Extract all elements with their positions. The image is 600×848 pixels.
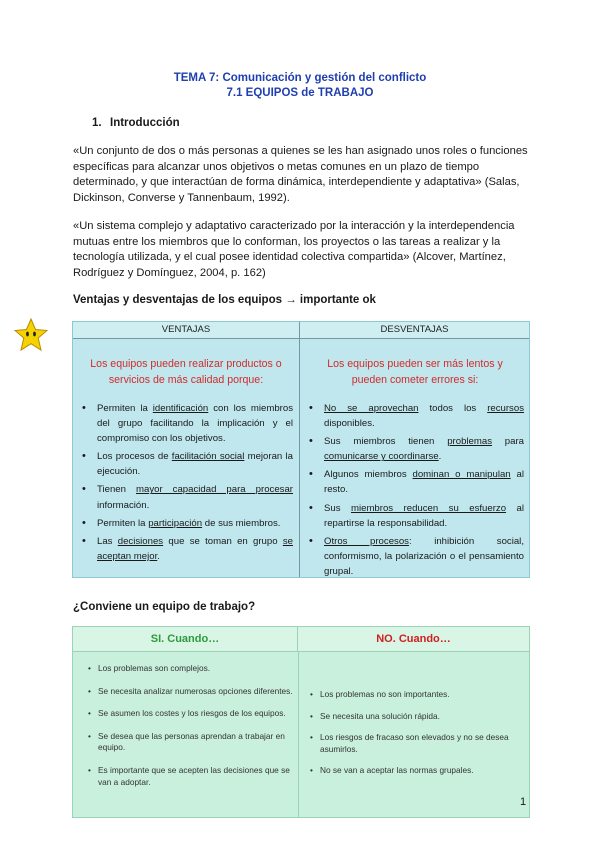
- no-header: NO. Cuando…: [298, 627, 529, 651]
- no-item: [307, 732, 522, 755]
- disadvantage-item: [306, 501, 524, 531]
- section-title: Introducción: [110, 117, 180, 129]
- item-key-term: identificación: [152, 403, 209, 414]
- bullet-icon: •: [82, 450, 86, 463]
- bullet-icon: •: [82, 402, 86, 414]
- bullet-icon: •: [309, 501, 313, 514]
- yes-item: [85, 731, 293, 754]
- bullet-icon: •: [309, 468, 313, 481]
- advantage-item: [79, 534, 293, 564]
- item-text: Se necesita una solución rápida.: [320, 710, 440, 721]
- yes-list: [85, 663, 293, 799]
- advantages-intro: Los equipos pueden realizar productos o servicios de más calidad porque:: [90, 358, 282, 386]
- item-text: Los problemas son complejos.: [98, 663, 211, 673]
- team-decision-table: [72, 626, 530, 818]
- item-key-term: recursos: [487, 403, 524, 414]
- bullet-icon: •: [82, 534, 86, 547]
- item-key-term: miembros reducen su esfuerzo: [350, 502, 507, 514]
- item-key-term: participación: [148, 517, 203, 529]
- disadvantages-intro: Los equipos pueden ser más lentos y pueden cometer errores si:: [327, 358, 503, 386]
- item-text: para: [492, 436, 525, 448]
- yes-item: [85, 708, 293, 720]
- item-text: .: [157, 550, 160, 562]
- yes-item: [85, 686, 293, 698]
- item-key-term: No se aprovechan: [324, 403, 419, 414]
- no-list: [307, 689, 522, 787]
- item-text: Se asumen los costes y los riesgos de los equipos.: [98, 708, 286, 719]
- advantages-list: [79, 401, 293, 564]
- bullet-icon: •: [310, 765, 313, 776]
- advantages-column: [79, 338, 293, 567]
- advantages-table: [72, 321, 530, 578]
- bullet-icon: •: [82, 483, 86, 496]
- item-text: mejoran la ejecución.: [97, 451, 293, 478]
- page-number: 1: [520, 796, 527, 808]
- item-text: al resto.: [324, 469, 524, 496]
- star-icon: [14, 318, 48, 352]
- item-text: Los riesgos de fracaso son elevados y no se desea asumirlos.: [320, 732, 509, 754]
- item-text: Los problemas no son importantes.: [320, 689, 450, 699]
- item-key-term: se aceptan mejor: [97, 535, 293, 562]
- document-title: TEMA 7: Comunicación y gestión del conflicto: [173, 72, 427, 84]
- item-text: disponibles.: [324, 418, 375, 430]
- item-text: : inhibición social, conformismo, la polarización o el pensamiento grupal.: [324, 535, 524, 577]
- item-text: que se toman en grupo: [163, 535, 283, 547]
- item-text: de sus miembros.: [202, 517, 281, 529]
- bullet-icon: •: [82, 516, 86, 529]
- item-text: al repartirse la responsabilidad.: [324, 502, 524, 529]
- item-text: No se van a aceptar las normas grupales.: [320, 765, 474, 776]
- item-key-term: facilitación social: [171, 451, 245, 463]
- item-text: .: [438, 451, 442, 463]
- disadvantages-header: DESVENTAJAS: [300, 322, 529, 339]
- advantage-item: [79, 449, 293, 479]
- bullet-icon: •: [310, 689, 313, 699]
- quote-alcover: «Un sistema complejo y adaptativo caracterizado por la interacción y la interdependencia mutuas entre los miembros que lo conforman, los proyectos o las tareas a realizar y la tecnología utilizada, y el cual posee identidad colectiva compartida» (Alcover, Martínez, Rodríguez y Domínguez, 2004, p. 162): [73, 220, 515, 280]
- item-text: Sus: [324, 502, 351, 514]
- bullet-icon: •: [88, 730, 91, 741]
- item-text: todos los: [418, 403, 488, 414]
- item-key-term: problemas: [447, 436, 492, 448]
- bullet-icon: •: [310, 710, 313, 721]
- advantage-item: [79, 482, 293, 512]
- item-text: Las: [97, 535, 118, 547]
- item-text: Permiten la: [97, 517, 149, 529]
- section-number: 1.: [92, 117, 102, 129]
- advantage-item: [79, 401, 293, 446]
- section-team-question: ¿Conviene un equipo de trabajo?: [73, 601, 256, 613]
- item-key-term: Otros procesos: [324, 535, 409, 547]
- bullet-icon: •: [88, 663, 91, 673]
- no-item: [307, 765, 522, 777]
- item-key-term: decisiones: [117, 535, 164, 547]
- disadvantage-item: [306, 467, 524, 497]
- bullet-icon: •: [309, 402, 313, 414]
- bullet-icon: •: [309, 435, 313, 448]
- advantage-item: [79, 516, 293, 531]
- document-subtitle: 7.1 EQUIPOS de TRABAJO: [226, 87, 374, 99]
- disadvantages-list: [306, 401, 524, 579]
- item-text: con los miembros del grupo facilitando la implicación y el compromiso con los objetivos.: [97, 403, 294, 445]
- yes-item: [85, 765, 293, 788]
- section-advantages-heading: Ventajas y desventajas de los equipos → importante ok: [73, 294, 376, 306]
- item-key-term: dominan o manipulan: [412, 469, 511, 481]
- no-item: [307, 689, 522, 701]
- advantages-header: VENTAJAS: [73, 322, 299, 339]
- item-text: Sus miembros tienen: [324, 436, 448, 448]
- item-key-term: comunicarse y coordinarse: [324, 451, 439, 463]
- bullet-icon: •: [88, 708, 91, 719]
- item-text: información.: [97, 499, 150, 511]
- bullet-icon: •: [310, 732, 313, 743]
- item-text: Los procesos de: [97, 451, 172, 463]
- no-item: [307, 711, 522, 723]
- bullet-icon: •: [88, 764, 91, 775]
- disadvantage-item: [306, 434, 524, 464]
- quote-salas: «Un conjunto de dos o más personas a quienes se les han asignado unos roles o funciones específicas para alcanzar unos objetivos o metas comunes en un plazo de tiempo determinado, y que interactúan de forma dinámica, interdependiente y adaptativa» (Salas, Dickinson, Converse y Tannenbaum, 1992).: [73, 145, 528, 205]
- item-text: Permiten la: [97, 403, 153, 414]
- disadvantage-item: [306, 401, 524, 431]
- item-key-term: mayor capacidad para procesar: [136, 484, 293, 496]
- disadvantages-column: [306, 338, 524, 582]
- bullet-icon: •: [88, 685, 91, 696]
- item-text: Tienen: [97, 484, 136, 496]
- disadvantage-item: [306, 534, 524, 579]
- item-text: Se necesita analizar numerosas opciones diferentes.: [98, 685, 293, 696]
- item-text: Algunos miembros: [324, 469, 413, 481]
- item-text: Se desea que las personas aprendan a trabajar en equipo.: [98, 730, 285, 753]
- bullet-icon: •: [309, 534, 313, 547]
- yes-item: [85, 663, 293, 675]
- item-text: Es importante que se acepten las decisiones que se van a adoptar.: [98, 764, 290, 787]
- yes-header: SI. Cuando…: [73, 627, 298, 651]
